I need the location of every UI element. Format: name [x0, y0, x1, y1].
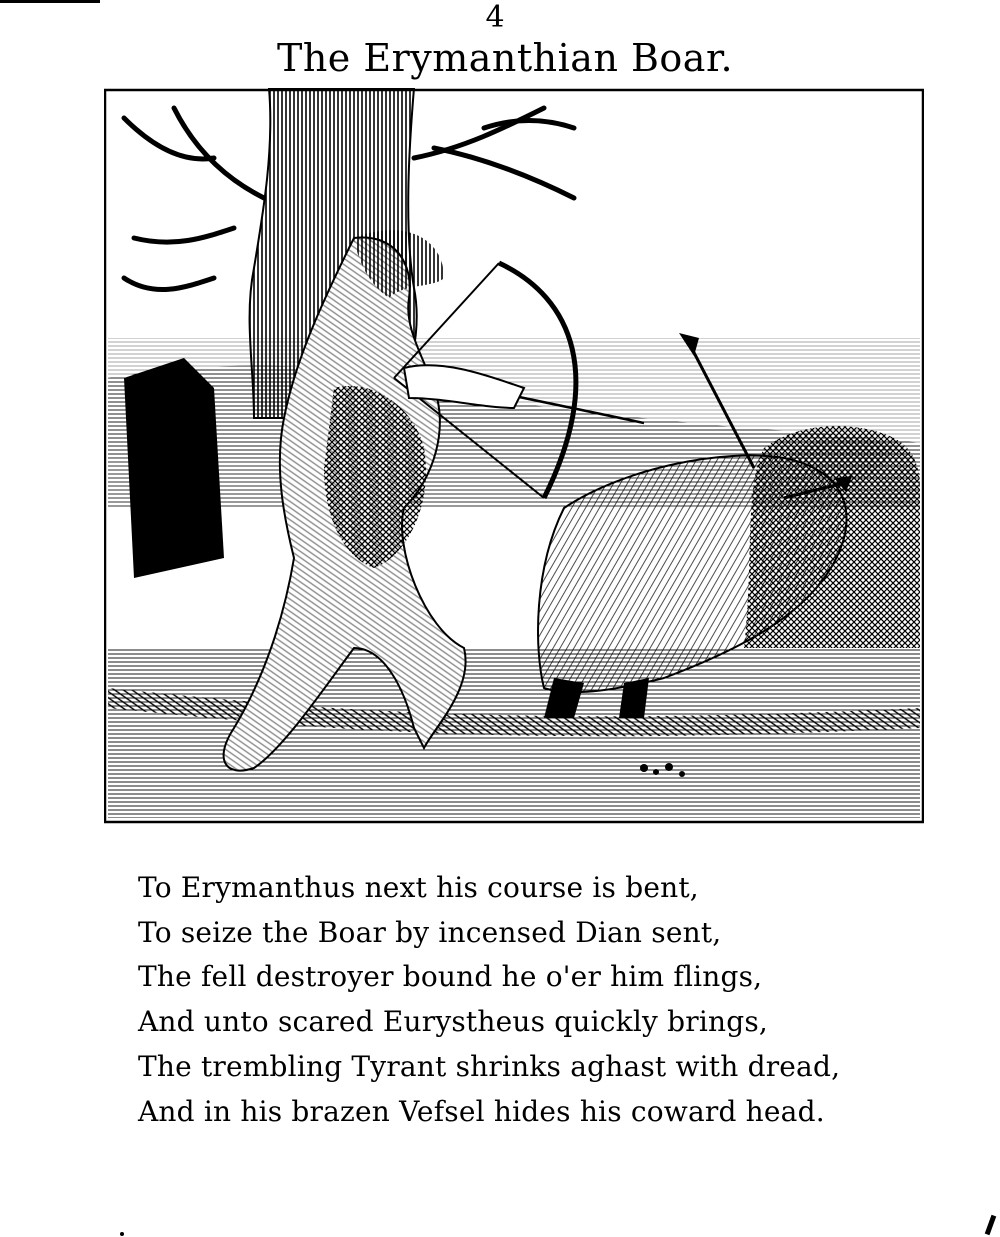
verse-stanza: [138, 866, 958, 1134]
ink-speck: [985, 1215, 997, 1236]
plate-title: The Erymanthian Boar.: [276, 36, 734, 80]
verse-line: The trembling Tyrant shrinks aghast with dread,: [138, 1049, 841, 1083]
engraving-illustration: [104, 88, 924, 824]
verse-line: The fell destroyer bound he o'er him flings,: [138, 960, 763, 994]
verse-line: And in his brazen Vefsel hides his coward head.: [138, 1094, 825, 1128]
page-number: 4: [485, 0, 505, 35]
ink-speck: [120, 1232, 124, 1236]
verse-line: And unto scared Eurystheus quickly brings,: [138, 1005, 769, 1039]
verse-line: To Erymanthus next his course is bent,: [138, 871, 699, 904]
engraving-plate: [104, 88, 924, 824]
verse-line: To seize the Boar by incensed Dian sent,: [138, 915, 722, 949]
